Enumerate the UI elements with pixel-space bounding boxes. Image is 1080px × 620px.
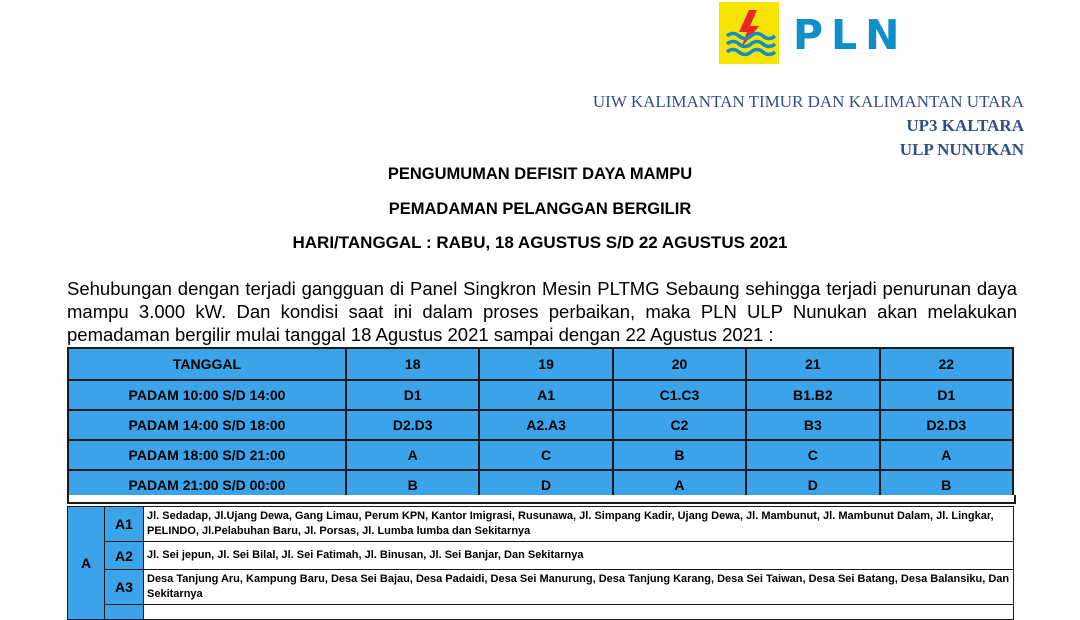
schedule-cell: C: [746, 440, 879, 470]
header-cell: 19: [479, 348, 612, 380]
schedule-cell: D1: [346, 380, 479, 410]
area-address-cell: Jl. Sedadap, Jl.Ujang Dewa, Gang Limau, Perum KPN, Kantor Imigrasi, Rusunawa, Jl. Simpang Kadir, Ujang Dewa, Jl. Mambunut, Jl. Mambunut Dalam, Jl. Lingkar, PELINDO, Jl.Pelabuhan Baru, Jl. Porsas, Jl. Lumba lumba dan Sekitarnya: [144, 507, 1014, 542]
schedule-cell: C2: [613, 410, 746, 440]
schedule-cell: D: [479, 470, 612, 500]
area-address-cell: Jl. Sei jepun, Jl. Sei Bilal, Jl. Sei Fatimah, Jl. Binusan, Jl. Sei Banjar, Dan Sekitarnya: [144, 542, 1014, 570]
logo-text: PLN: [793, 11, 908, 59]
schedule-cell: B: [880, 470, 1013, 500]
schedule-cell: B1.B2: [746, 380, 879, 410]
announcement-paragraph: Sehubungan dengan terjadi gangguan di Panel Singkron Mesin PLTMG Sebaung sehingga terjadi penurunan daya mampu 3.000 kW. Dan kondisi saat ini dalam proses perbaikan, maka PLN ULP Nunukan akan melakukan pemadaman bergilir mulai tanggal 18 Agustus 2021 sampai dengan 22 Agustus 2021 :: [67, 278, 1017, 345]
schedule-cell: B3: [746, 410, 879, 440]
schedule-cell: D: [746, 470, 879, 500]
pln-logo: [719, 0, 908, 66]
schedule-cell: B: [613, 440, 746, 470]
header-cell: 21: [746, 348, 879, 380]
schedule-row: [68, 380, 1013, 410]
schedule-cell: D2.D3: [346, 410, 479, 440]
lightning-wave-icon: [719, 2, 779, 64]
area-row: [68, 570, 1014, 605]
schedule-cell: A: [880, 440, 1013, 470]
schedule-cell: A2.A3: [479, 410, 612, 440]
time-slot-cell: PADAM 18:00 S/D 21:00: [68, 440, 346, 470]
header-cell: 20: [613, 348, 746, 380]
announcement-subtitle: PEMADAMAN PELANGGAN BERGILIR: [388, 200, 692, 218]
schedule-row: [68, 410, 1013, 440]
schedule-table: [67, 347, 1014, 501]
area-row: [68, 542, 1014, 570]
table-gap: [67, 495, 1016, 504]
time-slot-cell: PADAM 21:00 S/D 00:00: [68, 470, 346, 500]
announcement-date: HARI/TANGGAL : RABU, 18 AGUSTUS S/D 22 AGUSTUS 2021: [292, 233, 788, 252]
area-row: [68, 507, 1014, 542]
org-line-2: UP3 KALTARA: [906, 116, 1024, 135]
area-code-cell: A3: [105, 570, 144, 605]
time-slot-cell: PADAM 10:00 S/D 14:00: [68, 380, 346, 410]
area-code-cell: A1: [105, 507, 144, 542]
area-group-cell: A: [68, 507, 105, 620]
time-slot-cell: PADAM 14:00 S/D 18:00: [68, 410, 346, 440]
schedule-cell: A1: [479, 380, 612, 410]
schedule-cell: C1.C3: [613, 380, 746, 410]
header-cell: TANGGAL: [68, 348, 346, 380]
area-table: [67, 506, 1014, 620]
header-cell: 18: [346, 348, 479, 380]
schedule-cell: A: [346, 440, 479, 470]
area-address-cell: Desa Tanjung Aru, Kampung Baru, Desa Sei Bajau, Desa Padaidi, Desa Sei Manurung, Desa Tanjung Karang, Desa Sei Taiwan, Desa Sei Batang, Desa Balansiku, Dan Sekitarnya: [144, 570, 1014, 605]
header-cell: 22: [880, 348, 1013, 380]
schedule-cell: B: [346, 470, 479, 500]
schedule-header-row: [68, 348, 1013, 380]
area-code-cell: A2: [105, 542, 144, 570]
org-line-3: ULP NUNUKAN: [899, 140, 1024, 159]
org-line-1: UIW KALIMANTAN TIMUR DAN KALIMANTAN UTARA: [592, 92, 1024, 111]
announcement-title: PENGUMUMAN DEFISIT DAYA MAMPU: [387, 165, 693, 183]
schedule-cell: C: [479, 440, 612, 470]
schedule-cell: D1: [880, 380, 1013, 410]
schedule-cell: A: [613, 470, 746, 500]
schedule-row: [68, 440, 1013, 470]
schedule-cell: D2.D3: [880, 410, 1013, 440]
